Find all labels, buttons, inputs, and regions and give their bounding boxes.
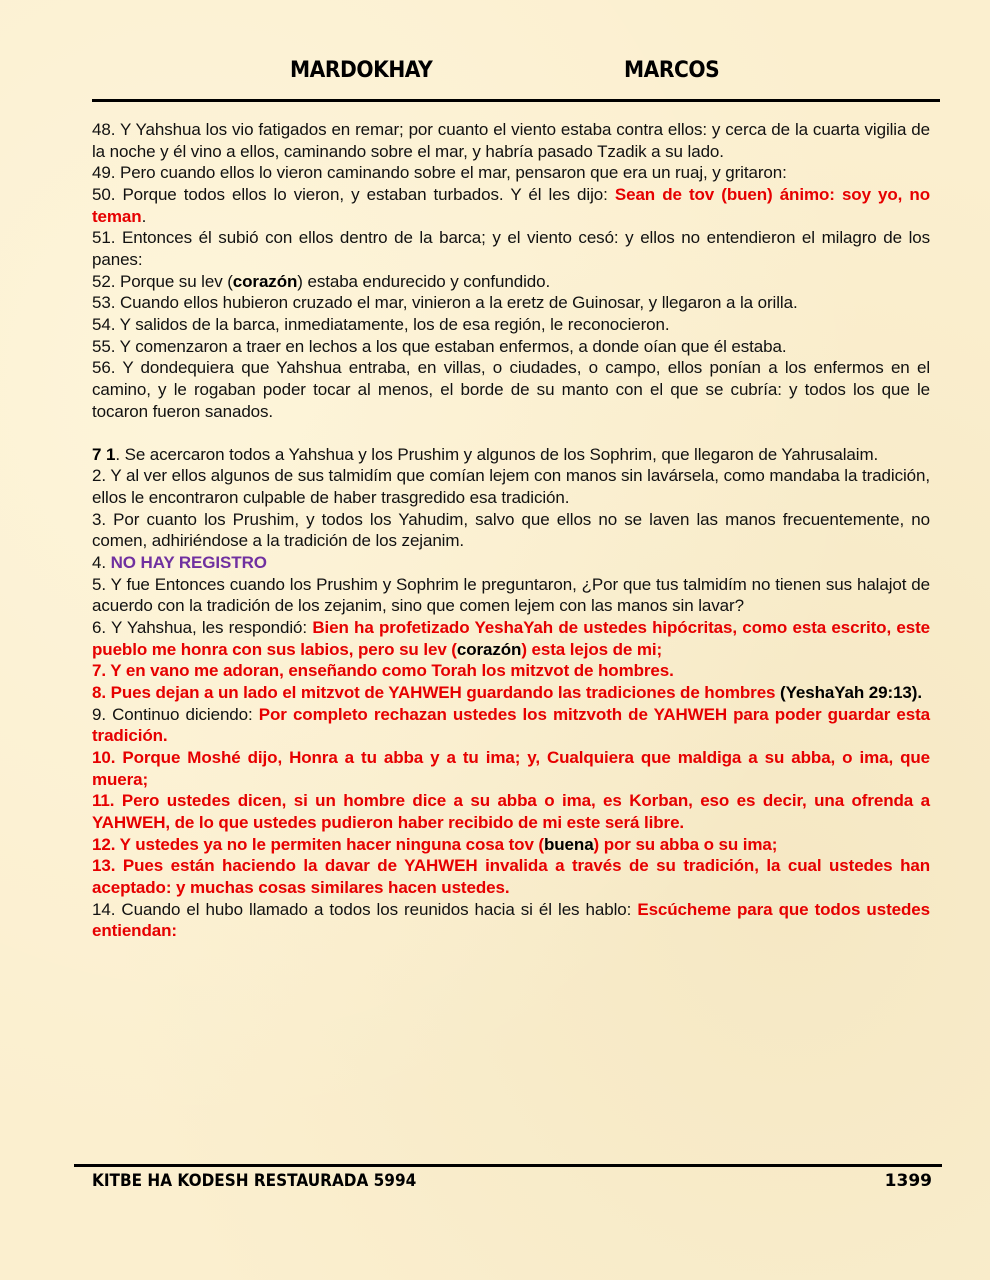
verse-text: . Se acercaron todos a Yahshua y los Prushim y algunos de los Sophrim, que llegaron de Yahrusalaim.: [115, 444, 879, 464]
verse-49: 49. Pero cuando ellos lo vieron caminando sobre el mar, pensaron que era un ruaj, y gritaron:: [92, 163, 787, 183]
chapter-7-verse-11: 11. Pero ustedes dicen, si un hombre dice a su abba o ima, es Korban, eso es decir, una ofrenda a YAHWEH, de lo que ustedes pudieron haber recibido de mi este será libre.: [92, 791, 930, 832]
words-of-yahshua: Por completo rechazan ustedes los mitzvoth de YAHWEH para poder guardar esta tradición.: [92, 704, 930, 746]
page-body: [92, 119, 930, 942]
chapter-7-verse-12: [92, 834, 930, 856]
header-right-title: MARCOS: [624, 58, 720, 83]
words-of-yahshua: 8. Pues dejan a un lado el mitzvot de YAHWEH guardando las tradiciones de hombres: [92, 683, 776, 703]
chapter-verse-marker: 7 1: [92, 444, 116, 464]
words-of-yahshua: Sean de tov (buen) ánimo: soy yo, no teman: [92, 184, 930, 226]
words-of-yahshua: ) por su abba o su ima;: [593, 834, 778, 854]
verse-text: 14. Cuando el hubo llamado a todos los reunidos hacia si él les hablo:: [92, 899, 638, 919]
chapter-gap: [92, 422, 930, 444]
chapter-7-verse-9: [92, 704, 930, 747]
verse-48: 48. Y Yahshua los vio fatigados en remar; por cuanto el viento estaba contra ellos: y cerca de la cuarta vigilia de la noche y él vino a ellos, caminando sobre el mar, y habría pasado Tzadik a su lado.: [92, 120, 930, 161]
verse-text: 52. Porque su lev (: [92, 271, 233, 291]
chapter-7-verse-14: [92, 899, 930, 942]
bold-gloss: buena: [543, 834, 594, 854]
page-header: [0, 58, 990, 92]
page-number: 1399: [884, 1171, 932, 1191]
chapter-7-verse-8: [92, 682, 930, 704]
verse-51: 51. Entonces él subió con ellos dentro de la barca; y el viento cesó: y ellos no entendieron el milagro de los panes:: [92, 228, 930, 269]
words-of-yahshua: Bien ha profetizado YeshaYah de ustedes hipócritas, como esta escrito, este pueblo me honra con sus labios, pero su lev (: [92, 618, 930, 659]
verse-53: 53. Cuando ellos hubieron cruzado el mar, vinieron a la eretz de Guinosar, y llegaron a la orilla.: [92, 293, 798, 313]
verse-text: 6. Y Yahshua, les respondió:: [92, 618, 313, 638]
no-record-note: NO HAY REGISTRO: [110, 553, 267, 573]
verse-text: .: [917, 683, 922, 703]
chapter-7-verse-7: 7. Y en vano me adoran, enseñando como Torah los mitzvot de hombres.: [92, 661, 674, 681]
chapter-7-verse-2: 2. Y al ver ellos algunos de sus talmidím que comían lejem con manos sin lavársela, como mandaba la tradición, ellos le encontraron culpable de haber trasgredido esa tradición.: [92, 466, 930, 508]
chapter-7-verse-6: [92, 617, 930, 660]
verse-56: 56. Y dondequiera que Yahshua entraba, en villas, o ciudades, o campo, ellos ponían a los enfermos en el camino, y le rogaban poder tocar al menos, el borde de su manto con el que se cubría: y todos los que le tocaron fueron sanados.: [92, 358, 930, 421]
chapter-7-verse-4: [92, 552, 930, 574]
chapter-7-verse-3: 3. Por cuanto los Prushim, y todos los Yahudim, salvo que ellos no se laven las manos frecuentemente, no comen, adhiriéndose a la tradición de los zejanim.: [92, 509, 930, 551]
verse-text: ) estaba endurecido y confundido.: [297, 271, 551, 291]
chapter-7-verse-13: 13. Pues están haciendo la davar de YAHWEH invalida a través de su tradición, la cual ustedes han aceptado: y muchas cosas similares hacen ustedes.: [92, 856, 930, 897]
footer-title: KITBE HA KODESH RESTAURADA 5994: [92, 1171, 417, 1191]
bold-gloss: corazón: [456, 639, 522, 659]
words-of-yahshua: 12. Y ustedes ya no le permiten hacer ninguna cosa tov (: [92, 834, 544, 854]
verse-text: .: [141, 206, 147, 226]
scripture-reference: (YeshaYah 29:13): [775, 683, 918, 703]
chapter-7-verse-10: 10. Porque Moshé dijo, Honra a tu abba y a tu ima; y, Cualquiera que maldiga a su abba, o ima, que muera;: [92, 748, 930, 789]
verse-text: 50. Porque todos ellos lo vieron, y estaban turbados. Y él les dijo:: [92, 184, 615, 204]
chapter-7-verse-5: 5. Y fue Entonces cuando los Prushim y Sophrim le preguntaron, ¿Por que tus talmidím no tienen sus halajot de acuerdo con la tradición de los zejanim, sino que comen lejem con las manos sin lavar?: [92, 574, 930, 616]
verse-55: 55. Y comenzaron a traer en lechos a los que estaban enfermos, a donde oían que él estaba.: [92, 336, 787, 356]
chapter-7-verse-1: [92, 444, 930, 466]
verse-50: [92, 184, 930, 227]
bold-gloss: corazón: [232, 271, 298, 291]
verse-52: [92, 271, 930, 293]
verse-number: 4.: [92, 553, 111, 573]
words-of-yahshua: Escúcheme para que todos ustedes entiendan:: [92, 899, 930, 941]
words-of-yahshua: ) esta lejos de mi;: [521, 639, 663, 659]
verse-54: 54. Y salidos de la barca, inmediatamente, los de esa región, le reconocieron.: [92, 314, 670, 334]
header-divider: [92, 99, 940, 102]
verse-text: 9. Continuo diciendo:: [92, 704, 259, 724]
header-left-title: MARDOKHAY: [290, 58, 433, 83]
footer-divider: [74, 1164, 942, 1167]
